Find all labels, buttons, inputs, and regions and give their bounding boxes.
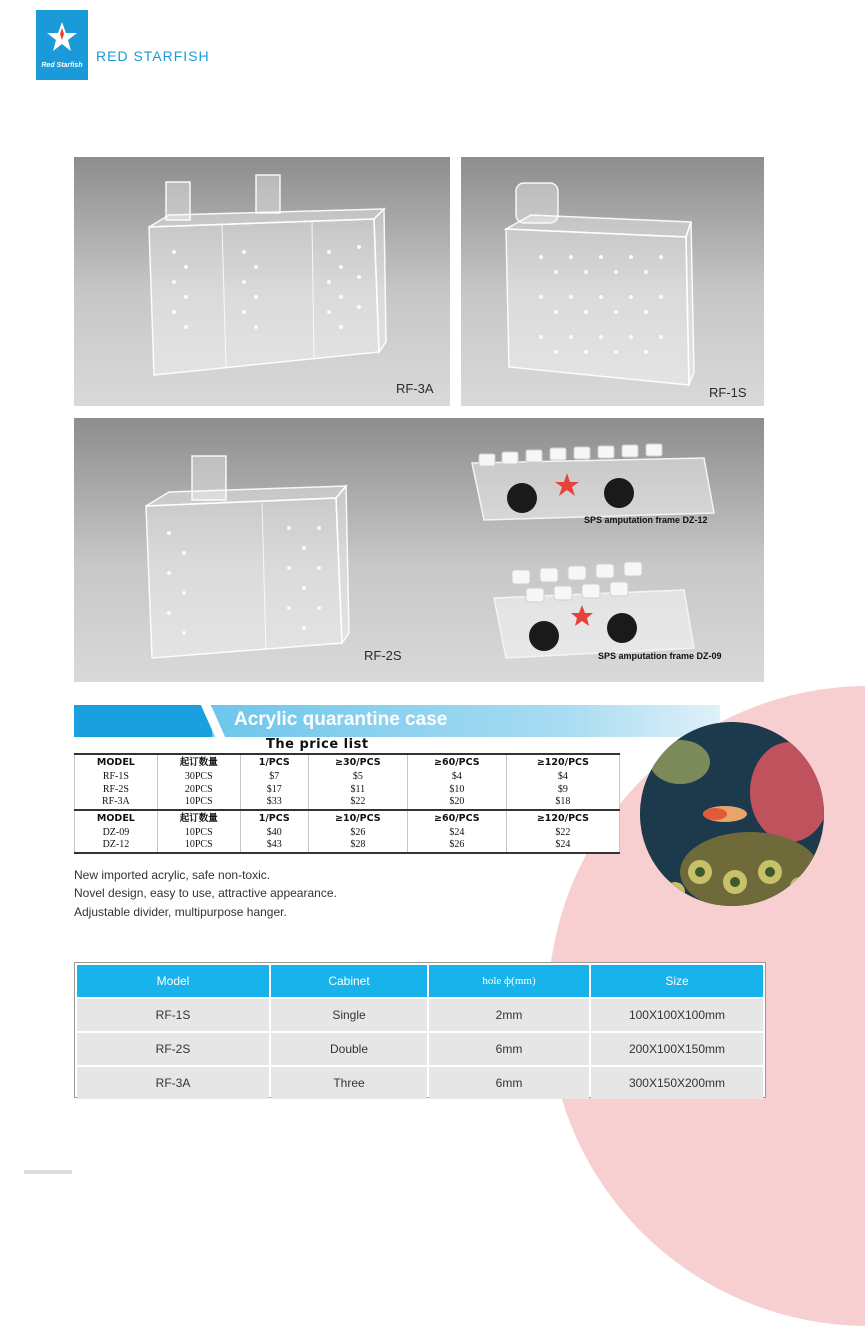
price-header-cell: 1/PCS xyxy=(240,754,308,771)
price-cell: $10 xyxy=(407,784,506,797)
price-cell: $24 xyxy=(506,839,619,853)
frame-dz-09-shape xyxy=(494,562,694,658)
photo-rf-2s-and-frames xyxy=(74,418,764,682)
price-cell: 10PCS xyxy=(157,796,240,810)
price-header-cell: ≥30/PCS xyxy=(308,754,407,771)
price-cell: $20 xyxy=(407,796,506,810)
price-header-row xyxy=(75,754,620,771)
photo-rf-1s xyxy=(461,157,764,406)
starfish-icon xyxy=(45,20,79,54)
spec-cell: Single xyxy=(271,999,427,1031)
frame-label-dz-09: SPS amputation frame DZ-09 xyxy=(598,651,722,661)
price-cell: $4 xyxy=(407,771,506,784)
price-cell: $5 xyxy=(308,771,407,784)
banner-title: Acrylic quarantine case xyxy=(234,709,448,730)
price-list-title: The price list xyxy=(266,737,369,752)
price-cell: $26 xyxy=(407,839,506,853)
spec-header-cabinet: Cabinet xyxy=(271,965,427,997)
price-row xyxy=(75,784,620,797)
spec-cell: 200X100X150mm xyxy=(591,1033,763,1065)
price-cell: $22 xyxy=(308,796,407,810)
spec-row xyxy=(77,1033,763,1065)
spec-header-model: Model xyxy=(77,965,269,997)
price-cell: 10PCS xyxy=(157,839,240,853)
price-cell: $9 xyxy=(506,784,619,797)
price-header-cell: ≥60/PCS xyxy=(407,810,506,827)
coral-reef-illustration xyxy=(640,722,824,906)
price-row xyxy=(75,827,620,840)
quarantine-box-2s-and-frames-illustration xyxy=(74,418,764,682)
spec-cell: RF-2S xyxy=(77,1033,269,1065)
photo-label-rf-3a: RF-3A xyxy=(396,381,434,396)
price-row xyxy=(75,796,620,810)
price-header-cell: 起订数量 xyxy=(157,810,240,827)
quarantine-box-1s-illustration xyxy=(461,157,764,406)
page-footer-mark xyxy=(24,1170,72,1174)
spec-cell: 300X150X200mm xyxy=(591,1067,763,1099)
spec-cell: 6mm xyxy=(429,1067,589,1099)
spec-cell: Three xyxy=(271,1067,427,1099)
spec-table xyxy=(75,963,765,1101)
price-cell: $4 xyxy=(506,771,619,784)
spec-cell: Double xyxy=(271,1033,427,1065)
price-cell: $11 xyxy=(308,784,407,797)
spec-cell: 100X100X100mm xyxy=(591,999,763,1031)
price-cell: $17 xyxy=(240,784,308,797)
description-line: Adjustable divider, multipurpose hanger. xyxy=(74,905,287,919)
description-line: New imported acrylic, safe non-toxic. xyxy=(74,868,271,882)
price-row xyxy=(75,839,620,853)
price-row xyxy=(75,771,620,784)
spec-cell: RF-3A xyxy=(77,1067,269,1099)
banner-accent xyxy=(74,705,220,737)
logo xyxy=(36,10,88,80)
price-header-cell: ≥120/PCS xyxy=(506,810,619,827)
photo-label-rf-1s: RF-1S xyxy=(709,385,747,400)
price-header-cell: ≥60/PCS xyxy=(407,754,506,771)
spec-header-hole: hole ф(mm) xyxy=(429,965,589,997)
price-cell: 10PCS xyxy=(157,827,240,840)
price-cell: $22 xyxy=(506,827,619,840)
spec-cell: 2mm xyxy=(429,999,589,1031)
price-cell: 20PCS xyxy=(157,784,240,797)
price-cell: DZ-12 xyxy=(75,839,158,853)
price-cell: RF-3A xyxy=(75,796,158,810)
price-cell: $28 xyxy=(308,839,407,853)
price-cell: $26 xyxy=(308,827,407,840)
quarantine-box-3a-illustration xyxy=(74,157,450,406)
spec-header-size: Size xyxy=(591,965,763,997)
frame-label-dz-12: SPS amputation frame DZ-12 xyxy=(584,515,708,525)
frame-dz-12-shape xyxy=(472,444,714,520)
photo-rf-3a xyxy=(74,157,450,406)
spec-row xyxy=(77,999,763,1031)
coral-reef-photo xyxy=(640,722,824,906)
price-cell: $43 xyxy=(240,839,308,853)
price-cell: $18 xyxy=(506,796,619,810)
price-cell: DZ-09 xyxy=(75,827,158,840)
price-header-row xyxy=(75,810,620,827)
price-cell: 30PCS xyxy=(157,771,240,784)
spec-cell: RF-1S xyxy=(77,999,269,1031)
price-table xyxy=(74,753,620,854)
spec-table-frame xyxy=(74,962,766,1098)
price-cell: $33 xyxy=(240,796,308,810)
logo-subtext: Red Starfish xyxy=(41,62,83,69)
spec-cell: 6mm xyxy=(429,1033,589,1065)
description-line: Novel design, easy to use, attractive appearance. xyxy=(74,886,337,900)
price-cell: RF-1S xyxy=(75,771,158,784)
photo-label-rf-2s: RF-2S xyxy=(364,648,402,663)
price-header-cell: MODEL xyxy=(75,810,158,827)
price-header-cell: ≥10/PCS xyxy=(308,810,407,827)
spec-row xyxy=(77,1067,763,1099)
price-cell: $40 xyxy=(240,827,308,840)
price-header-cell: MODEL xyxy=(75,754,158,771)
price-cell: $7 xyxy=(240,771,308,784)
price-header-cell: 1/PCS xyxy=(240,810,308,827)
price-cell: $24 xyxy=(407,827,506,840)
price-header-cell: ≥120/PCS xyxy=(506,754,619,771)
price-cell: RF-2S xyxy=(75,784,158,797)
brand-name: RED STARFISH xyxy=(96,48,210,64)
price-header-cell: 起订数量 xyxy=(157,754,240,771)
